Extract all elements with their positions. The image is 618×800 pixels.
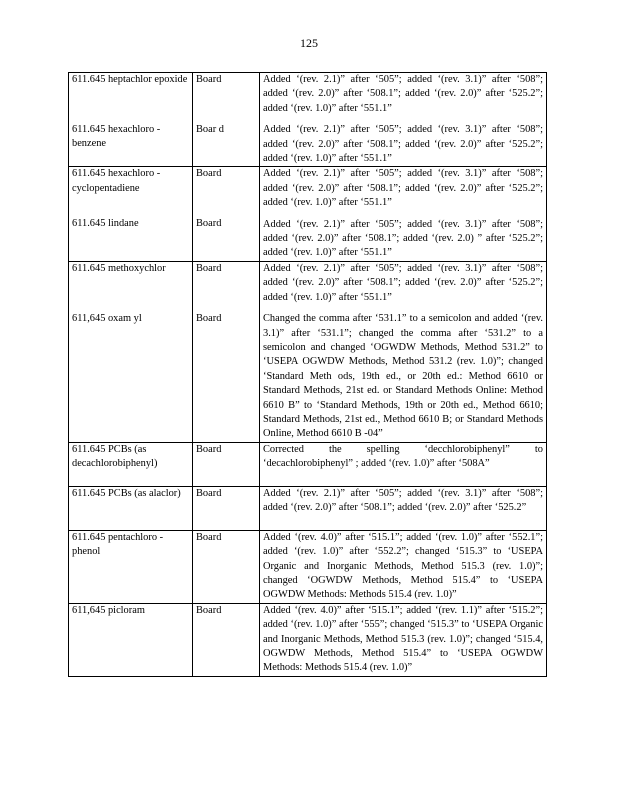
- section-cell: [69, 530, 193, 603]
- table-row: [69, 603, 547, 676]
- agency-text: Board: [196, 168, 222, 180]
- agency-text: Board: [196, 312, 222, 324]
- agency-cell: [193, 530, 260, 603]
- agency-cell: [193, 73, 260, 167]
- change-cell: [260, 530, 547, 603]
- agency-cell: [193, 261, 260, 442]
- change-text: Added ‘(rev. 2.1)” after ‘505”; added ‘(rev. 3.1)” after ‘508”; added ‘(rev. 2.0)” after ‘508.1”; added ‘(rev. 2.0)” after ‘525.2”; added ‘(rev. 1.0)” after ‘551.1”: [263, 124, 543, 165]
- agency-text: Board: [196, 74, 222, 85]
- section-cell: [69, 73, 193, 167]
- agency-cell: [193, 603, 260, 676]
- change-text: Added ‘(rev. 2.1)” after ‘505”; added ‘(rev. 3.1)” after ‘508”; added ‘(rev. 2.0)” after ‘508.1”; added ‘(rev. 2.0)” after ‘525.2”; added ‘(rev. 1.0)” after ‘551.1”: [263, 262, 543, 303]
- amendments-table-body: [69, 73, 547, 677]
- change-text: Added ‘(rev. 2.1)” after ‘505”; added ‘(rev. 3.1)” after ‘508”; added ‘(rev. 2.0)” after ‘508.1”; added ‘(rev. 2.0) ” after ‘525.2”; added ‘(rev. 1.0)” after ‘551.1”: [263, 218, 543, 259]
- change-text: Added ‘(rev. 4.0)” after ‘515.1”; added ‘(rev. 1.1)” after ‘515.2”; added ‘(rev. 1.0)” after ‘555”; changed ‘515.3” to ‘USEPA Organic and Inorganic Methods, Method 515.3 (rev. 1.0)”; changed ‘515.4, OGWDW Methods, Method 515.4” to ‘USEPA OGWDW Methods: Methods 515.4 (rev. 1.0)”: [263, 604, 543, 674]
- section-text: 611.645 hexachloro - cyclopentadiene: [72, 168, 161, 194]
- change-text: Added ‘(rev. 4.0)” after ‘515.1”; added ‘(rev. 1.0)” after ‘552.1”; added ‘(rev. 1.0)” after ‘552.2”; changed ‘515.3” to ‘USEPA Organic and Inorganic Methods, Method 515.3 (rev. 1.0)”; changed ‘OGWDW Methods, Method 515.4” to ‘USEPA OGWDW Methods: Methods 515.4 (rev. 1.0)”: [263, 531, 543, 601]
- agency-text: Board: [196, 604, 222, 616]
- change-cell: [260, 442, 547, 486]
- table-row: [69, 442, 547, 486]
- table-row: [69, 73, 547, 167]
- section-text: 611.645 methoxychlor: [72, 262, 166, 274]
- change-text: Changed the comma after ‘531.1” to a semicolon and added ‘(rev. 3.1)” after ‘531.1”; changed the comma after ‘531.2” to a semicolon and changed ‘OGWDW Methods, Method 531.2” to ‘USEPA OGWDW Methods, Method 531.2 (rev. 1.0)”; changed ‘Standard Meth ods, 19th ed., or 20th ed.: Method 6610 or Standard Methods, 21st ed. or Standard Methods Online: Method 6610 B” to ‘Standard Methods, 19th or 20th ed., Method 6610; Standard Methods, 21st ed., Method 6610 B; or Standard Methods Online, Method 6610 B -04”: [263, 313, 543, 440]
- agency-text: Board: [196, 262, 222, 274]
- table-row: [69, 167, 547, 261]
- change-cell: [260, 603, 547, 676]
- change-text: Corrected the spelling ‘decchlorobiphenyl” to ‘decachlorobiphenyl” ; added ‘(rev. 1.0)” after ‘508A”: [263, 443, 543, 470]
- change-text: Added ‘(rev. 2.1)” after ‘505”; added ‘(rev. 3.1)” after ‘508”; added ‘(rev. 2.0)” after ‘508.1”; added ‘(rev. 2.0)” after ‘525.2”: [263, 487, 543, 514]
- table-row: [69, 530, 547, 603]
- section-cell: [69, 442, 193, 486]
- table-row: [69, 486, 547, 530]
- agency-text: Board: [196, 531, 222, 543]
- section-text: 611.645 hexachloro - benzene: [72, 124, 161, 150]
- section-text: 611.645 lindane: [72, 218, 139, 230]
- section-cell: [69, 603, 193, 676]
- table-row: [69, 261, 547, 442]
- agency-cell: [193, 486, 260, 530]
- change-text: Added ‘(rev. 2.1)” after ‘505”; added ‘(rev. 3.1)” after ‘508”; added ‘(rev. 2.0)” after ‘508.1”; added ‘(rev. 2.0)” after ‘525.2”; added ‘(rev. 1.0)” after ‘551.1”: [263, 74, 543, 114]
- section-text: 611,645 oxam yl: [72, 312, 142, 324]
- change-cell: [260, 73, 547, 167]
- agency-text: Board: [196, 487, 222, 499]
- agency-text: Board: [196, 218, 222, 230]
- agency-text: Board: [196, 443, 222, 455]
- section-cell: [69, 167, 193, 261]
- section-text: 611.645 heptachlor epoxide: [72, 74, 188, 85]
- change-cell: [260, 261, 547, 442]
- change-cell: [260, 167, 547, 261]
- change-text: Added ‘(rev. 2.1)” after ‘505”; added ‘(rev. 3.1)” after ‘508”; added ‘(rev. 2.0)” after ‘508.1”; added ‘(rev. 2.0)” after ‘525.2”; added ‘(rev. 1.0)” after ‘551.1”: [263, 168, 543, 209]
- section-text: 611.645 pentachloro - phenol: [72, 531, 164, 558]
- section-text: 611,645 picloram: [72, 604, 145, 616]
- section-text: 611.645 PCBs (as decachlorobiphenyl): [72, 443, 158, 470]
- section-cell: [69, 261, 193, 442]
- amendments-table: [68, 72, 547, 677]
- change-cell: [260, 486, 547, 530]
- page-number: 125: [300, 36, 318, 50]
- agency-text: Boar d: [196, 124, 224, 135]
- section-cell: [69, 486, 193, 530]
- section-text: 611.645 PCBs (as alaclor): [72, 487, 181, 499]
- agency-cell: [193, 167, 260, 261]
- agency-cell: [193, 442, 260, 486]
